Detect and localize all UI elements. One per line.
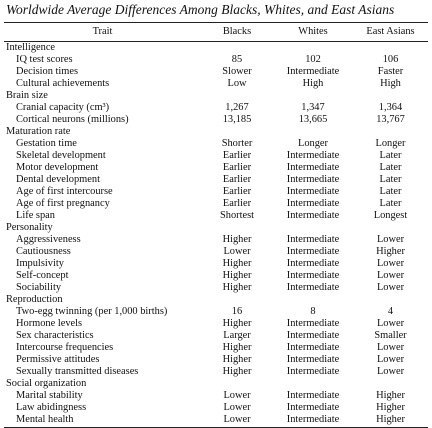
east-asians-cell: Faster: [377, 66, 404, 77]
east-asians-cell: 1,364: [378, 102, 403, 113]
comparison-table: [4, 22, 428, 428]
whites-cell: Intermediate: [286, 162, 340, 173]
category-label: Maturation rate: [6, 126, 71, 137]
trait-cell: Sexually transmitted diseases: [16, 366, 139, 377]
header-east-asians: East Asians: [366, 26, 415, 37]
blacks-cell: 16: [231, 306, 243, 317]
trait-cell: Cranial capacity (cm³): [16, 102, 110, 113]
table-row: [4, 402, 428, 414]
blacks-cell: Lower: [223, 414, 251, 425]
table-row: [4, 366, 428, 378]
category-row: [4, 294, 428, 306]
blacks-cell: Higher: [222, 282, 252, 293]
whites-cell: Intermediate: [286, 150, 340, 161]
table-row: [4, 174, 428, 186]
blacks-cell: Earlier: [222, 198, 252, 209]
trait-cell: Hormone levels: [16, 318, 83, 329]
table-row: [4, 78, 428, 90]
table-title: Worldwide Average Differences Among Blacks, Whites, and East Asians: [6, 2, 395, 17]
blacks-cell: Earlier: [222, 150, 252, 161]
blacks-cell: Lower: [223, 402, 251, 413]
whites-cell: Intermediate: [286, 318, 340, 329]
whites-cell: Intermediate: [286, 174, 340, 185]
blacks-cell: 13,185: [222, 114, 252, 125]
whites-cell: 13,665: [298, 114, 328, 125]
east-asians-cell: Later: [379, 186, 402, 197]
whites-cell: Intermediate: [286, 210, 340, 221]
east-asians-cell: Longer: [375, 138, 406, 149]
east-asians-cell: Longest: [373, 210, 408, 221]
whites-cell: Intermediate: [286, 198, 340, 209]
blacks-cell: Shorter: [221, 138, 253, 149]
east-asians-cell: Smaller: [374, 330, 407, 341]
table-row: [4, 138, 428, 150]
header-trait: Trait: [92, 26, 113, 37]
category-row: [4, 42, 428, 55]
table-row: [4, 102, 428, 114]
trait-cell: Mental health: [16, 414, 74, 425]
whites-cell: Intermediate: [286, 234, 340, 245]
blacks-cell: Higher: [222, 354, 252, 365]
category-label: Social organization: [6, 378, 87, 389]
category-label: Intelligence: [6, 42, 56, 53]
table-row: [4, 66, 428, 78]
trait-cell: Dental development: [16, 174, 100, 185]
trait-cell: Cautiousness: [16, 246, 71, 257]
category-row: [4, 126, 428, 138]
trait-cell: Two-egg twinning (per 1,000 births): [16, 306, 168, 317]
east-asians-cell: Lower: [376, 270, 405, 281]
table-row: [4, 198, 428, 210]
category-label: Personality: [6, 222, 53, 233]
table-row: [4, 270, 428, 282]
trait-cell: Aggressiveness: [16, 234, 81, 245]
trait-cell: Sex characteristics: [16, 330, 94, 341]
category-row: [4, 378, 428, 390]
header-whites: Whites: [298, 26, 328, 37]
blacks-cell: Higher: [222, 366, 252, 377]
east-asians-cell: Lower: [376, 234, 405, 245]
east-asians-cell: Lower: [376, 354, 405, 365]
blacks-cell: Low: [227, 78, 247, 89]
blacks-cell: Higher: [222, 342, 252, 353]
table-row: [4, 390, 428, 402]
trait-cell: Life span: [16, 210, 55, 221]
whites-cell: Intermediate: [286, 270, 340, 281]
trait-cell: Permissive attitudes: [16, 354, 100, 365]
whites-cell: 8: [310, 306, 316, 317]
trait-cell: Age of first pregnancy: [16, 198, 110, 209]
blacks-cell: Higher: [222, 270, 252, 281]
whites-cell: 1,347: [301, 102, 325, 113]
table-row: [4, 234, 428, 246]
whites-cell: Longer: [297, 138, 328, 149]
blacks-cell: Earlier: [222, 162, 252, 173]
east-asians-cell: Later: [379, 162, 402, 173]
trait-cell: Sociability: [16, 282, 62, 293]
table-row: [4, 54, 428, 66]
blacks-cell: Shortest: [219, 210, 255, 221]
whites-cell: Intermediate: [286, 402, 340, 413]
whites-cell: High: [302, 78, 324, 89]
east-asians-cell: Lower: [376, 366, 405, 377]
blacks-cell: Lower: [223, 390, 251, 401]
trait-cell: IQ test scores: [16, 54, 73, 65]
trait-cell: Impulsivity: [16, 258, 64, 269]
east-asians-cell: 106: [382, 54, 399, 65]
category-row: [4, 222, 428, 234]
trait-cell: Age of first intercourse: [16, 186, 113, 197]
trait-cell: Decision times: [16, 66, 79, 77]
east-asians-cell: Lower: [376, 318, 405, 329]
east-asians-cell: 4: [387, 306, 394, 317]
blacks-cell: 1,267: [225, 102, 249, 113]
table-header: [4, 23, 428, 42]
blacks-cell: Higher: [222, 258, 252, 269]
table-row: [4, 354, 428, 366]
table-row: [4, 414, 428, 428]
whites-cell: Intermediate: [286, 342, 340, 353]
blacks-cell: Higher: [222, 234, 252, 245]
east-asians-cell: Later: [379, 174, 402, 185]
table-row: [4, 210, 428, 222]
blacks-cell: 85: [231, 54, 243, 65]
whites-cell: Intermediate: [286, 414, 340, 425]
east-asians-cell: Higher: [376, 246, 405, 257]
east-asians-cell: Higher: [376, 414, 405, 425]
trait-cell: Gestation time: [16, 138, 77, 149]
table-row: [4, 342, 428, 354]
trait-cell: Self-concept: [16, 270, 69, 281]
whites-cell: Intermediate: [286, 66, 340, 77]
trait-cell: Cultural achievements: [16, 78, 110, 89]
trait-cell: Intercourse frequencies: [16, 342, 114, 353]
east-asians-cell: Later: [379, 198, 402, 209]
east-asians-cell: Lower: [376, 342, 405, 353]
whites-cell: Intermediate: [286, 330, 340, 341]
whites-cell: Intermediate: [286, 282, 340, 293]
category-label: Reproduction: [6, 294, 63, 305]
table-row: [4, 330, 428, 342]
east-asians-cell: Lower: [376, 258, 405, 269]
table-row: [4, 282, 428, 294]
header-blacks: Blacks: [222, 26, 252, 37]
category-row: [4, 90, 428, 102]
table-row: [4, 246, 428, 258]
whites-cell: Intermediate: [286, 390, 340, 401]
trait-cell: Marital stability: [16, 390, 83, 401]
whites-cell: Intermediate: [286, 258, 340, 269]
whites-cell: Intermediate: [286, 366, 340, 377]
table-row: [4, 114, 428, 126]
trait-cell: Skeletal development: [16, 150, 106, 161]
east-asians-cell: 13,767: [376, 114, 405, 125]
table-row: [4, 318, 428, 330]
trait-cell: Motor development: [16, 162, 99, 173]
blacks-cell: Slower: [222, 66, 252, 77]
table-row: [4, 150, 428, 162]
whites-cell: Intermediate: [286, 246, 340, 257]
trait-cell: Law abidingness: [16, 402, 87, 413]
east-asians-cell: Later: [379, 150, 402, 161]
table-body: [4, 42, 428, 428]
table-row: [4, 306, 428, 318]
blacks-cell: Higher: [222, 318, 252, 329]
blacks-cell: Larger: [223, 330, 251, 341]
whites-cell: 102: [305, 54, 321, 65]
blacks-cell: Earlier: [222, 186, 252, 197]
table-row: [4, 186, 428, 198]
blacks-cell: Earlier: [222, 174, 252, 185]
table-row: [4, 258, 428, 270]
table-row: [4, 162, 428, 174]
east-asians-cell: Higher: [376, 402, 405, 413]
blacks-cell: Lower: [223, 246, 251, 257]
east-asians-cell: High: [380, 78, 401, 89]
whites-cell: Intermediate: [286, 186, 340, 197]
whites-cell: Intermediate: [286, 354, 340, 365]
east-asians-cell: Lower: [376, 282, 405, 293]
category-label: Brain size: [6, 90, 48, 101]
trait-cell: Cortical neurons (millions): [16, 114, 129, 125]
east-asians-cell: Higher: [376, 390, 405, 401]
